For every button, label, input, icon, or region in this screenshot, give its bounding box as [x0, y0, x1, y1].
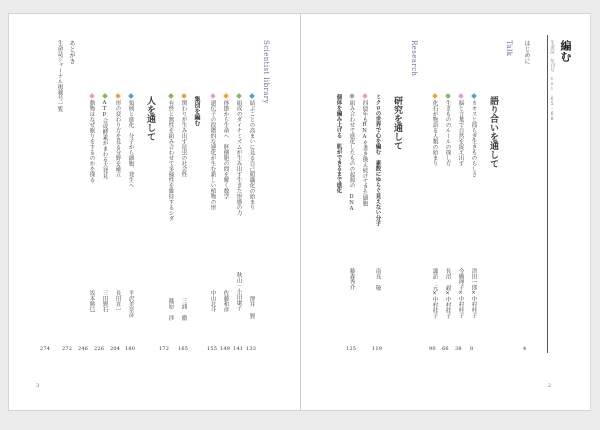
talk-item-2[interactable]: 脳と言葉で自然を捉え出す [457, 94, 463, 166]
talk-page-4: 90 [429, 346, 436, 352]
bullet-icon [89, 93, 95, 99]
section-sub: 生命誌 年刊号 vol.65-68 [549, 40, 555, 122]
bullet-icon [223, 93, 229, 99]
group-heading: 集団を編む [193, 96, 200, 126]
research-author-1: 南良 敬 [374, 268, 381, 291]
person-item-4[interactable]: 動物はなぜ眠りをするのかを探る [88, 94, 94, 183]
bullet-icon [249, 93, 255, 99]
person-heading: 人を通して [145, 96, 155, 141]
bullet-icon [471, 93, 477, 99]
person-item-2[interactable]: 形の変わり方を見る分野を確立 [114, 94, 120, 177]
person-page-4: 246 [78, 346, 89, 352]
group-item-1[interactable]: 関わりが生み出す昆虫の社会性 [180, 94, 186, 177]
lib-page-1: 133 [246, 346, 257, 352]
talk-author-4: 諏訪 元×中村桂子 [431, 268, 438, 319]
person-page-2: 204 [110, 346, 121, 352]
intro-label: はじめに [523, 40, 530, 64]
lib-page-3: 149 [220, 346, 231, 352]
talk-latin: Talk [505, 40, 513, 57]
person-author-1: 平沢美奈彦 [127, 290, 134, 318]
person-author-4: 坂本勝巳 [88, 290, 95, 312]
research-item-1[interactable]: ミクロの世界で心を編む 素数にゆらぐ見えない分子 [374, 94, 381, 226]
research-author-3: 藤森秀介 [348, 268, 355, 290]
lib-page-2: 141 [233, 346, 244, 352]
lib-item-4[interactable]: 遺伝子の段階的な連化が生む新しい植物の形 [209, 94, 215, 210]
afterword[interactable]: あとがき [68, 40, 75, 64]
research-item-4[interactable]: 個体を編み上げる 肌ができるまで進化 [335, 94, 342, 193]
person-item-1[interactable]: 領域と進化 分子から細胞、発生へ [127, 94, 133, 188]
research-page-3: 125 [346, 346, 357, 352]
lib-author-1: 澤井 賢 [248, 296, 255, 319]
research-heading: 研究を通して [392, 96, 402, 150]
talk-item-4[interactable]: 化石が物語る人類の始まり [431, 94, 437, 166]
bullet-icon [128, 93, 134, 99]
lib-item-2[interactable]: 組成のダイナミズムが生み出す生きた形態の力 [235, 94, 241, 216]
person-author-3: 三田賢石 [101, 290, 108, 312]
person-item-3[interactable]: ATP合成酵素がまわる大発見 [101, 94, 107, 179]
bio-list-page: 274 [40, 346, 51, 352]
talk-page-3: 66 [442, 346, 449, 352]
lib-author-4: 中山北斗 [209, 290, 216, 312]
research-latin: Research [410, 40, 418, 77]
talk-page-1: 8 [470, 346, 474, 352]
group-page-1: 165 [178, 346, 189, 352]
bullet-icon [445, 93, 451, 99]
section-heading: 編む [559, 40, 572, 62]
group-item-2[interactable]: 有性と無性を組み合わせて多様性を維持するシダ [167, 94, 173, 221]
bullet-icon [115, 93, 121, 99]
group-author-2: 篠原 渉 [167, 298, 174, 321]
lib-page-4: 155 [207, 346, 218, 352]
page-number-right: 2 [548, 383, 552, 389]
bio-list[interactable]: 生命誌ジャーナル掲載号一覧 [56, 40, 63, 112]
person-author-2: 長田直一 [114, 290, 121, 312]
page-number-left: 3 [36, 383, 40, 389]
bullet-icon [236, 93, 242, 99]
person-page-1: 180 [125, 346, 136, 352]
group-page-2: 172 [159, 346, 170, 352]
lib-author-3: 佐藤和彦 [222, 290, 229, 312]
research-item-2[interactable]: 四億年もRNAを書き換え続けてきた細胞 [361, 94, 367, 206]
lib-item-1[interactable]: 結ぶことの高まいに見る自己組織化の始まり [248, 94, 254, 210]
talk-author-3: 長沼 毅×中村桂子 [444, 268, 451, 319]
scientist-latin: Scientist library [262, 40, 270, 104]
bullet-icon [210, 93, 216, 99]
bullet-icon [362, 93, 368, 99]
bullet-icon [181, 93, 187, 99]
section-rule [547, 35, 548, 353]
talk-item-3[interactable]: 生きもののルールの探し方 [444, 94, 450, 166]
talk-page-2: 38 [455, 346, 462, 352]
research-page-1: 119 [372, 346, 383, 352]
lib-author-2: 秋山－小田康子 [235, 272, 242, 311]
group-author-1: 三浦 徹 [180, 298, 187, 321]
bullet-icon [102, 93, 108, 99]
lib-item-3[interactable]: 体節から生命へ 胚細胞の問を解く数学 [222, 94, 228, 199]
gutter-line [300, 14, 301, 410]
person-page-3: 226 [94, 346, 105, 352]
bullet-icon [458, 93, 464, 99]
bullet-icon [349, 93, 355, 99]
talk-heading: 語り合いを通して [488, 96, 498, 168]
talk-author-1: 津田一郎×中村桂子 [470, 268, 477, 318]
bullet-icon [432, 93, 438, 99]
afterword-page: 272 [62, 346, 73, 352]
talk-author-2: 今橋理子×中村桂子 [457, 268, 464, 318]
bullet-icon [168, 93, 174, 99]
talk-item-1[interactable]: カオスと揺らぎ生きものらしさ [470, 94, 476, 177]
research-item-3[interactable]: 組み合わせで進化したものの起源の DNA [348, 94, 354, 212]
intro-page: 4 [523, 346, 527, 352]
